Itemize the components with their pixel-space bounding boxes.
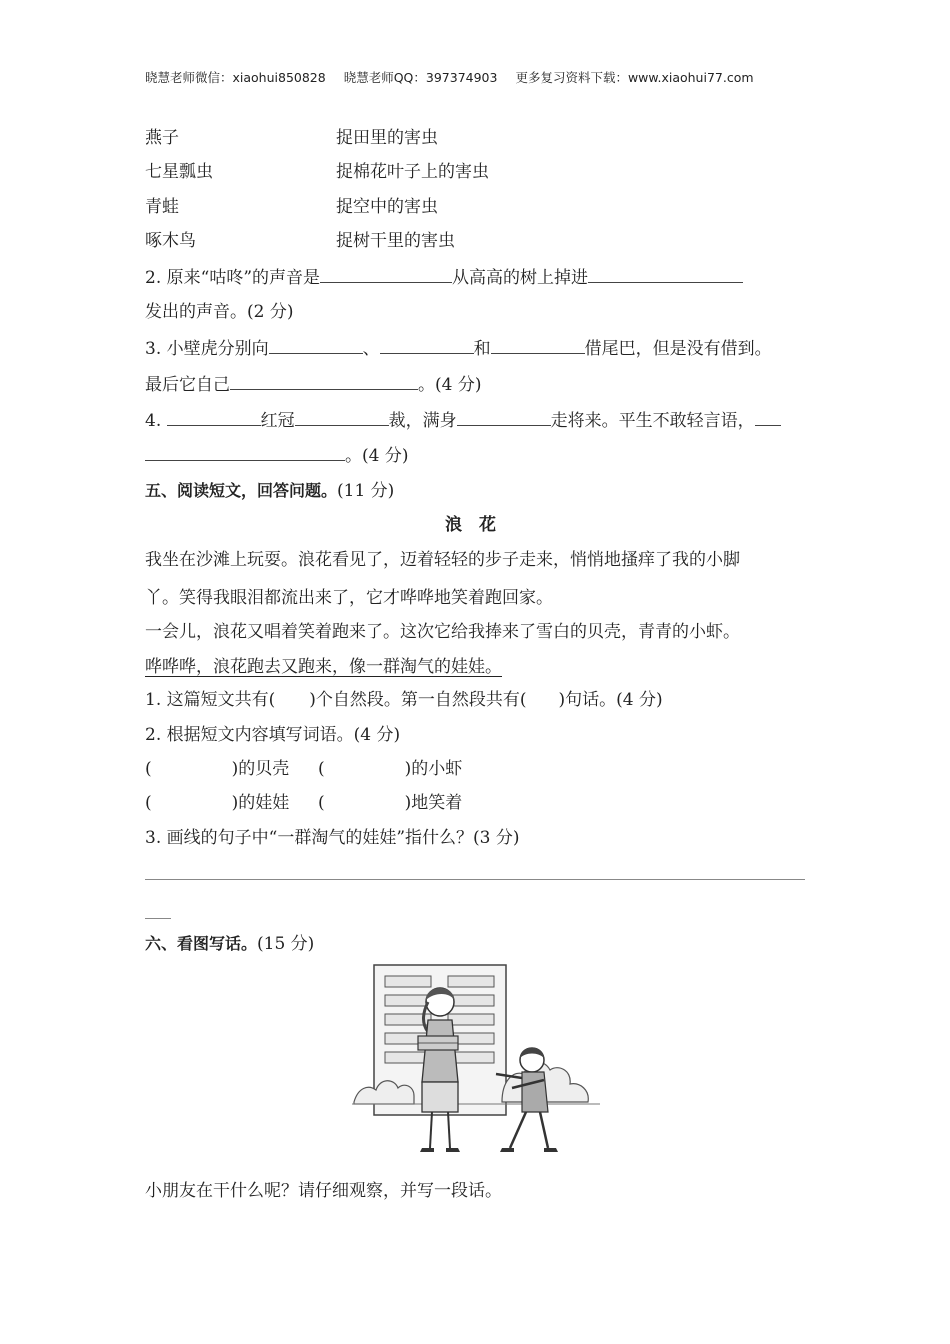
fill-item-2 [318,758,462,780]
question-3 [145,337,772,360]
q3-text-2: 借尾巴，但是没有借到。 [584,339,772,359]
fill-item-4 [318,792,462,814]
q4-num: 4. [145,411,162,431]
match-left-1[interactable]: 燕子 [145,128,179,148]
fill-item-1 [145,758,289,780]
q3-text-3: 最后它自己 [145,375,230,395]
question-3-line-2 [145,373,481,396]
match-right-3[interactable]: 捉空中的害虫 [336,197,438,217]
section-6-title: 六、看图写话。 [145,934,258,953]
page-header [145,68,768,86]
fill-2-text: )的小虾 [404,759,463,779]
match-left-4[interactable]: 啄木鸟 [145,231,196,251]
writing-prompt: 小朋友在干什么呢？请仔细观察，并写一段话。 [145,1181,502,1201]
fill-4-text: )地笑着 [404,793,463,813]
q4-text-b: 裁，满身 [388,411,457,431]
s5-question-2: 2. 根据短文内容填写词语。(4 分) [145,725,401,745]
passage-title: 浪 花 [445,515,496,535]
passage-p2-line1: 一会儿，浪花又唱着笑着跑来了。这次它给我捧来了雪白的贝壳，青青的小虾。 [145,622,740,642]
passage-underlined-sentence: 哗哗哗，浪花跑去又跑来，像一群淘气的娃娃。 [145,657,502,677]
question-2 [145,266,743,289]
header-wechat: 晓慧老师微信：xiaohui850828 [145,70,326,85]
match-right-4[interactable]: 捉树干里的害虫 [336,231,455,251]
section-5-score: (11 分) [337,481,395,501]
header-download: 更多复习资料下载：www.xiaohui77.com [515,70,754,85]
q3-sep-1: 、 [362,339,380,359]
q2-text-3: 发出的声音。(2 分) [145,302,294,322]
q4-blank-2[interactable] [295,409,389,426]
q2-blank-2[interactable] [588,266,743,283]
match-left-3[interactable]: 青蛙 [145,197,179,217]
q4-blank-5[interactable] [145,444,345,461]
question-4 [145,409,781,432]
q4-end: 。(4 分) [345,446,409,466]
q2-text-2: 从高高的树上掉进 [452,268,589,288]
passage-p1-line2: 丫。笑得我眼泪都流出来了，它才哗哗地笑着跑回家。 [145,588,553,608]
q3-blank-1[interactable] [269,337,363,354]
q4-text-c: 走将来。平生不敢轻言语， [550,411,755,431]
q4-blank-4[interactable] [755,409,781,426]
section-5-heading [145,480,394,502]
q3-blank-2[interactable] [380,337,474,354]
fill-1-text: )的贝壳 [231,759,290,779]
q3-sep-2: 和 [473,339,491,359]
answer-line-1[interactable] [145,879,805,880]
match-left-2[interactable]: 七星瓢虫 [145,162,213,182]
q3-blank-3[interactable] [491,337,585,354]
section-5-title: 五、阅读短文，回答问题。 [145,481,338,500]
q4-blank-3[interactable] [457,409,551,426]
q2-blank-1[interactable] [320,266,452,283]
q3-text-1: 3. 小壁虎分别向 [145,339,269,359]
fill-1-open: ( [145,759,152,779]
fill-3-open: ( [145,793,152,813]
match-right-1[interactable]: 捉田里的害虫 [336,128,438,148]
passage-p1-line1: 我坐在沙滩上玩耍。浪花看见了，迈着轻轻的步子走来，悄悄地搔痒了我的小脚 [145,550,740,570]
fill-3-text: )的娃娃 [231,793,290,813]
s5-q1-text-b: )个自然段。第一自然段共有( [309,690,527,710]
q3-blank-4[interactable] [230,373,418,390]
section-6-heading [145,933,314,955]
s5-q1-text-c: )句话。(4 分) [558,690,663,710]
q3-text-4: 。(4 分) [418,375,482,395]
section-6-score: (15 分) [257,934,315,954]
q2-text-1: 2. 原来“咕咚”的声音是 [145,268,321,288]
header-qq: 晓慧老师QQ：397374903 [343,70,498,85]
fill-item-3 [145,792,289,814]
teacher-student-illustration [352,962,600,1160]
s5-q1-text-a: 1. 这篇短文共有( [145,690,276,710]
q4-text-a: 红冠 [260,411,295,431]
fill-2-open: ( [318,759,325,779]
match-right-2[interactable]: 捉棉花叶子上的害虫 [336,162,489,182]
question-4-line-2 [145,444,408,467]
fill-4-open: ( [318,793,325,813]
q4-blank-1[interactable] [167,409,261,426]
s5-question-3: 3. 画线的句子中“一群淘气的娃娃”指什么？(3 分) [145,828,520,848]
s5-question-1 [145,689,663,711]
answer-line-2[interactable] [145,918,171,919]
